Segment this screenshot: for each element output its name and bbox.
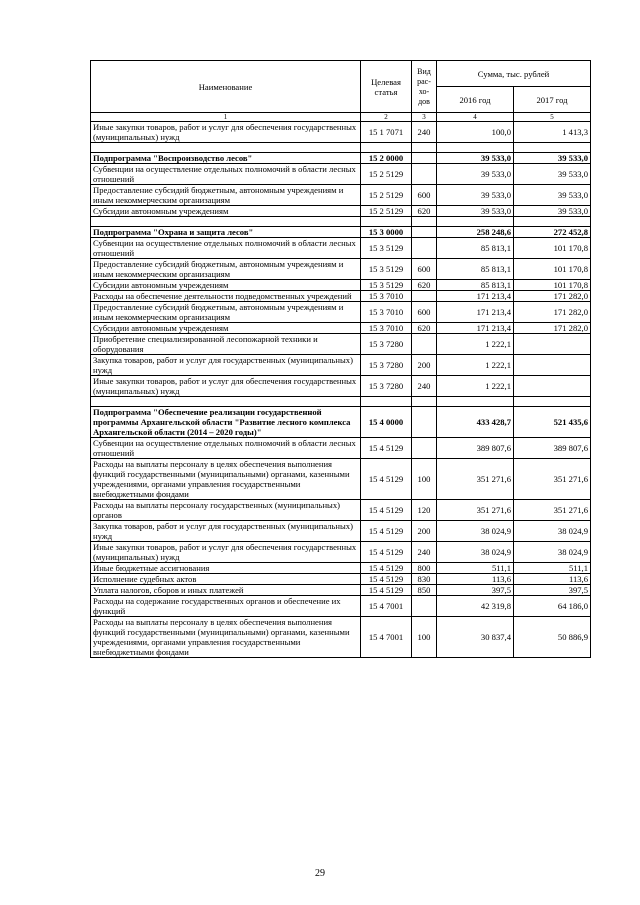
header-code: Целевая статья xyxy=(361,61,412,113)
value-2016-cell: 38 024,9 xyxy=(437,542,514,563)
code-cell: 15 1 7071 xyxy=(361,122,412,143)
vid-cell xyxy=(412,438,437,459)
value-2016-cell: 38 024,9 xyxy=(437,521,514,542)
spacer-cell xyxy=(514,397,591,407)
code-cell: 15 2 5129 xyxy=(361,206,412,217)
header-name: Наименование xyxy=(91,61,361,113)
name-cell: Уплата налогов, сборов и иных платежей xyxy=(91,585,361,596)
vid-cell xyxy=(412,334,437,355)
code-cell: 15 3 7010 xyxy=(361,302,412,323)
value-2016-cell: 39 533,0 xyxy=(437,164,514,185)
vid-cell: 600 xyxy=(412,259,437,280)
value-2017-cell: 397,5 xyxy=(514,585,591,596)
table-row xyxy=(91,323,591,334)
vid-cell: 600 xyxy=(412,185,437,206)
code-cell: 15 3 7010 xyxy=(361,291,412,302)
spacer-row xyxy=(91,217,591,227)
code-cell: 15 3 5129 xyxy=(361,238,412,259)
table-row xyxy=(91,302,591,323)
code-cell: 15 3 5129 xyxy=(361,280,412,291)
value-2016-cell: 258 248,6 xyxy=(437,227,514,238)
code-cell: 15 4 7001 xyxy=(361,617,412,658)
vid-cell xyxy=(412,238,437,259)
value-2017-cell: 101 170,8 xyxy=(514,280,591,291)
value-2017-cell: 113,6 xyxy=(514,574,591,585)
spacer-cell xyxy=(91,143,361,153)
value-2016-cell: 351 271,6 xyxy=(437,459,514,500)
name-cell: Подпрограмма "Обеспечение реализации государственной программы Архангельской области "Развитие лесного комплекса Архангельской области (2014 – 2020 годы)" xyxy=(91,407,361,438)
header-vid: Вид рас-хо-дов xyxy=(412,61,437,113)
code-cell: 15 4 5129 xyxy=(361,563,412,574)
vid-cell: 830 xyxy=(412,574,437,585)
value-2017-cell: 50 886,9 xyxy=(514,617,591,658)
value-2017-cell xyxy=(514,376,591,397)
value-2017-cell: 171 282,0 xyxy=(514,302,591,323)
header-sum: Сумма, тыс. рублей xyxy=(437,61,591,87)
value-2016-cell: 42 319,8 xyxy=(437,596,514,617)
code-cell: 15 3 7010 xyxy=(361,323,412,334)
value-2017-cell: 64 186,0 xyxy=(514,596,591,617)
name-cell: Субвенции на осуществление отдельных полномочий в области лесных отношений xyxy=(91,238,361,259)
name-cell: Субсидии автономным учреждениям xyxy=(91,323,361,334)
name-cell: Подпрограмма "Охрана и защита лесов" xyxy=(91,227,361,238)
value-2016-cell: 30 837,4 xyxy=(437,617,514,658)
vid-cell: 620 xyxy=(412,206,437,217)
name-cell: Исполнение судебных актов xyxy=(91,574,361,585)
subprogram-row xyxy=(91,407,591,438)
name-cell: Закупка товаров, работ и услуг для государственных (муниципальных) нужд xyxy=(91,355,361,376)
table-row xyxy=(91,291,591,302)
value-2017-cell: 39 533,0 xyxy=(514,206,591,217)
vid-cell xyxy=(412,407,437,438)
value-2016-cell: 100,0 xyxy=(437,122,514,143)
code-cell: 15 4 5129 xyxy=(361,585,412,596)
name-cell: Иные закупки товаров, работ и услуг для обеспечения государственных (муниципальных) нужд xyxy=(91,122,361,143)
value-2017-cell xyxy=(514,334,591,355)
spacer-cell xyxy=(91,397,361,407)
value-2017-cell: 101 170,8 xyxy=(514,259,591,280)
index-cell: 5 xyxy=(514,113,591,122)
value-2017-cell: 101 170,8 xyxy=(514,238,591,259)
value-2016-cell: 39 533,0 xyxy=(437,206,514,217)
code-cell: 15 3 7280 xyxy=(361,334,412,355)
table-row xyxy=(91,542,591,563)
vid-cell: 100 xyxy=(412,617,437,658)
spacer-cell xyxy=(412,397,437,407)
vid-cell: 120 xyxy=(412,500,437,521)
vid-cell: 240 xyxy=(412,376,437,397)
vid-cell xyxy=(412,164,437,185)
spacer-cell xyxy=(361,217,412,227)
value-2016-cell: 1 222,1 xyxy=(437,355,514,376)
code-cell: 15 3 5129 xyxy=(361,259,412,280)
table-row xyxy=(91,617,591,658)
table-header xyxy=(91,61,591,122)
table-row xyxy=(91,238,591,259)
spacer-cell xyxy=(91,217,361,227)
name-cell: Субсидии автономным учреждениям xyxy=(91,280,361,291)
vid-cell: 800 xyxy=(412,563,437,574)
spacer-cell xyxy=(361,143,412,153)
name-cell: Иные закупки товаров, работ и услуг для обеспечения государственных (муниципальных) нужд xyxy=(91,376,361,397)
code-cell: 15 4 5129 xyxy=(361,521,412,542)
vid-cell: 600 xyxy=(412,302,437,323)
vid-cell: 620 xyxy=(412,323,437,334)
value-2016-cell: 39 533,0 xyxy=(437,185,514,206)
table-row xyxy=(91,280,591,291)
value-2016-cell: 1 222,1 xyxy=(437,376,514,397)
value-2016-cell: 389 807,6 xyxy=(437,438,514,459)
value-2016-cell: 171 213,4 xyxy=(437,302,514,323)
index-cell: 1 xyxy=(91,113,361,122)
spacer-cell xyxy=(514,143,591,153)
vid-cell: 200 xyxy=(412,521,437,542)
name-cell: Предоставление субсидий бюджетным, автономным учреждениям и иным некоммерческим организациям xyxy=(91,259,361,280)
value-2016-cell: 85 813,1 xyxy=(437,280,514,291)
table-row xyxy=(91,459,591,500)
vid-cell xyxy=(412,153,437,164)
subprogram-row xyxy=(91,227,591,238)
code-cell: 15 2 5129 xyxy=(361,164,412,185)
spacer-cell xyxy=(514,217,591,227)
table-row xyxy=(91,574,591,585)
table-row xyxy=(91,334,591,355)
spacer-cell xyxy=(437,143,514,153)
table-row xyxy=(91,259,591,280)
table-row xyxy=(91,185,591,206)
name-cell: Закупка товаров, работ и услуг для государственных (муниципальных) нужд xyxy=(91,521,361,542)
table-row xyxy=(91,164,591,185)
vid-cell: 100 xyxy=(412,459,437,500)
name-cell: Расходы на обеспечение деятельности подведомственных учреждений xyxy=(91,291,361,302)
code-cell: 15 2 0000 xyxy=(361,153,412,164)
index-cell: 2 xyxy=(361,113,412,122)
name-cell: Расходы на выплаты персоналу в целях обеспечения выполнения функций государственными (муниципальными) органами, казенными учреждениями, органами управления государственными внебюджетными фондами xyxy=(91,617,361,658)
name-cell: Приобретение специализированной лесопожарной техники и оборудования xyxy=(91,334,361,355)
value-2017-cell: 171 282,0 xyxy=(514,323,591,334)
vid-cell: 620 xyxy=(412,280,437,291)
value-2017-cell: 39 533,0 xyxy=(514,164,591,185)
table-row xyxy=(91,596,591,617)
code-cell: 15 4 5129 xyxy=(361,574,412,585)
name-cell: Субсидии автономным учреждениям xyxy=(91,206,361,217)
table-row xyxy=(91,500,591,521)
value-2017-cell xyxy=(514,355,591,376)
name-cell: Предоставление субсидий бюджетным, автономным учреждениям и иным некоммерческим организациям xyxy=(91,185,361,206)
name-cell: Расходы на выплаты персоналу в целях обеспечения выполнения функций государственными (муниципальными) органами, казенными учреждениями, органами управления государственными внебюджетными фондами xyxy=(91,459,361,500)
value-2016-cell: 351 271,6 xyxy=(437,500,514,521)
index-row xyxy=(91,113,591,122)
value-2017-cell: 39 533,0 xyxy=(514,153,591,164)
value-2016-cell: 1 222,1 xyxy=(437,334,514,355)
name-cell: Субвенции на осуществление отдельных полномочий в области лесных отношений xyxy=(91,438,361,459)
index-cell: 3 xyxy=(412,113,437,122)
vid-cell xyxy=(412,291,437,302)
code-cell: 15 3 0000 xyxy=(361,227,412,238)
table-row xyxy=(91,585,591,596)
value-2017-cell: 38 024,9 xyxy=(514,521,591,542)
vid-cell: 240 xyxy=(412,122,437,143)
spacer-cell xyxy=(412,217,437,227)
spacer-cell xyxy=(412,143,437,153)
name-cell: Субвенции на осуществление отдельных полномочий в области лесных отношений xyxy=(91,164,361,185)
spacer-cell xyxy=(437,217,514,227)
page-number: 29 xyxy=(315,868,325,879)
vid-cell xyxy=(412,227,437,238)
table-row xyxy=(91,521,591,542)
spacer-row xyxy=(91,397,591,407)
code-cell: 15 4 5129 xyxy=(361,459,412,500)
code-cell: 15 4 5129 xyxy=(361,500,412,521)
spacer-row xyxy=(91,143,591,153)
name-cell: Подпрограмма "Воспроизводство лесов" xyxy=(91,153,361,164)
name-cell: Расходы на выплаты персоналу государственных (муниципальных) органов xyxy=(91,500,361,521)
vid-cell xyxy=(412,596,437,617)
value-2016-cell: 85 813,1 xyxy=(437,238,514,259)
value-2017-cell: 39 533,0 xyxy=(514,185,591,206)
value-2017-cell: 351 271,6 xyxy=(514,500,591,521)
value-2017-cell: 389 807,6 xyxy=(514,438,591,459)
value-2016-cell: 511,1 xyxy=(437,563,514,574)
value-2017-cell: 38 024,9 xyxy=(514,542,591,563)
table-row xyxy=(91,122,591,143)
name-cell: Иные бюджетные ассигнования xyxy=(91,563,361,574)
subprogram-row xyxy=(91,153,591,164)
name-cell: Иные закупки товаров, работ и услуг для обеспечения государственных (муниципальных) нужд xyxy=(91,542,361,563)
name-cell: Расходы на содержание государственных органов и обеспечение их функций xyxy=(91,596,361,617)
value-2017-cell: 1 413,3 xyxy=(514,122,591,143)
vid-cell: 200 xyxy=(412,355,437,376)
table-body xyxy=(91,122,591,658)
code-cell: 15 2 5129 xyxy=(361,185,412,206)
code-cell: 15 3 7280 xyxy=(361,376,412,397)
value-2017-cell: 171 282,0 xyxy=(514,291,591,302)
code-cell: 15 4 7001 xyxy=(361,596,412,617)
code-cell: 15 3 7280 xyxy=(361,355,412,376)
value-2016-cell: 433 428,7 xyxy=(437,407,514,438)
value-2016-cell: 171 213,4 xyxy=(437,291,514,302)
table-row xyxy=(91,563,591,574)
value-2017-cell: 272 452,8 xyxy=(514,227,591,238)
value-2017-cell: 511,1 xyxy=(514,563,591,574)
table-row xyxy=(91,206,591,217)
value-2016-cell: 113,6 xyxy=(437,574,514,585)
value-2017-cell: 521 435,6 xyxy=(514,407,591,438)
vid-cell: 850 xyxy=(412,585,437,596)
table-row xyxy=(91,438,591,459)
value-2016-cell: 39 533,0 xyxy=(437,153,514,164)
code-cell: 15 4 5129 xyxy=(361,542,412,563)
value-2016-cell: 397,5 xyxy=(437,585,514,596)
value-2016-cell: 85 813,1 xyxy=(437,259,514,280)
header-2016: 2016 год xyxy=(437,87,514,113)
value-2016-cell: 171 213,4 xyxy=(437,323,514,334)
header-2017: 2017 год xyxy=(514,87,591,113)
table-row xyxy=(91,355,591,376)
index-cell: 4 xyxy=(437,113,514,122)
value-2017-cell: 351 271,6 xyxy=(514,459,591,500)
budget-table xyxy=(90,60,591,658)
vid-cell: 240 xyxy=(412,542,437,563)
table-row xyxy=(91,376,591,397)
spacer-cell xyxy=(361,397,412,407)
spacer-cell xyxy=(437,397,514,407)
name-cell: Предоставление субсидий бюджетным, автономным учреждениям и иным некоммерческим организациям xyxy=(91,302,361,323)
code-cell: 15 4 0000 xyxy=(361,407,412,438)
code-cell: 15 4 5129 xyxy=(361,438,412,459)
